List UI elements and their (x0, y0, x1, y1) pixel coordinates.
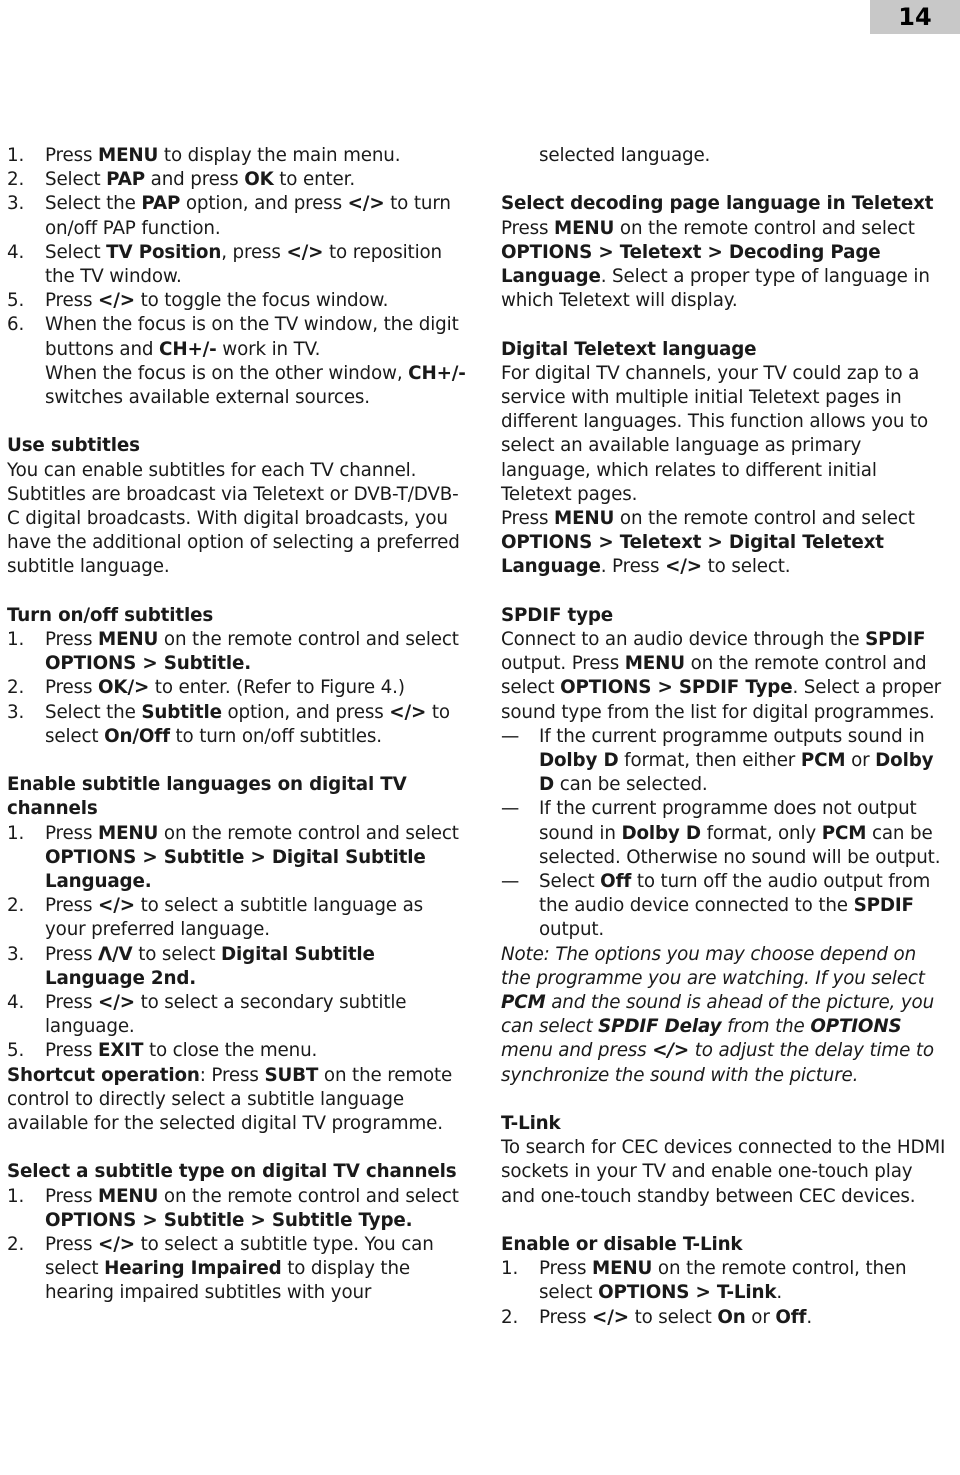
page-number: 14 (870, 0, 960, 34)
section-heading: Digital Teletext language (501, 338, 757, 360)
section-heading: T-Link (501, 1113, 561, 1135)
section-heading: SPDIF type (501, 604, 614, 626)
list-item: 3. Press Λ/V to select Digital Subtitle Language 2nd. (7, 943, 375, 989)
dash-list-item: — If the current programme outputs sound in Dolby D format, then either PCM or Dolby D can be selected. (501, 725, 934, 796)
section-heading: Turn on/off subtitles (7, 604, 214, 626)
paragraph: For digital TV channels, your TV could zap to a service with multiple initial Teletext pages in different languages. This function allows you to select an available language as primary language, which relates to different initial Teletext pages. (501, 362, 929, 505)
section-heading: Enable or disable T-Link (501, 1234, 743, 1256)
dash-marker: — (501, 871, 520, 893)
note-paragraph: Note: The options you may choose depend on the programme you are watching. If you select PCM and the sound is ahead of the picture, you can select SPDIF Delay from the OPTIONS menu and press </> to adjust the delay time to synchronize the sound with the picture. (501, 943, 935, 1086)
list-item: 2. Press </> to select a subtitle language as your preferred language. (7, 895, 423, 941)
section-heading: Use subtitles (7, 435, 140, 457)
list-item: 3. Select the Subtitle option, and press </> to select On/Off to turn on/off subtitles. (7, 701, 450, 747)
list-item: 1. Press MENU on the remote control and select OPTIONS > Subtitle > Subtitle Type. (7, 1185, 459, 1231)
dash-marker: — (501, 725, 520, 747)
dash-list-item: — Select Off to turn off the audio output from the audio device connected to the SPDIF output. (501, 871, 931, 941)
section-heading: Select a subtitle type on digital TV channels (7, 1161, 457, 1183)
list-item: 1. Press MENU to display the main menu. (7, 145, 401, 166)
list-item: 2. Select PAP and press OK to enter. (7, 169, 355, 191)
dash-list-item: — If the current programme does not output sound in Dolby D format, only PCM can be selected. Otherwise no sound will be output. (501, 798, 941, 868)
list-item: 1. Press MENU on the remote control and select OPTIONS > Subtitle. (7, 629, 459, 675)
list-item: 4. Press </> to select a secondary subtitle language. (7, 992, 407, 1038)
list-item: 3. Select the PAP option, and press </> to turn on/off PAP function. (7, 193, 451, 239)
section-heading: Select decoding page language in Teletext (501, 193, 934, 215)
list-item: 5. Press </> to toggle the focus window. (7, 290, 389, 312)
paragraph: Connect to an audio device through the SPDIF output. Press MENU on the remote control and select OPTIONS > SPDIF Type. Select a proper sound type from the list for digital programmes. (501, 629, 942, 723)
list-item: 1. Press MENU on the remote control and select OPTIONS > Subtitle > Digital Subtitle Language. (7, 822, 459, 893)
left-column (7, 144, 469, 1306)
list-item: 2. Press </> to select On or Off. (501, 1306, 813, 1328)
list-item: 5. Press EXIT to close the menu. (7, 1040, 318, 1062)
list-item: 6. When the focus is on the TV window, the digit buttons and CH+/- work in TV. (7, 314, 459, 360)
right-column (501, 144, 949, 1330)
list-item: 2. Press OK/> to enter. (Refer to Figure 4.) (7, 677, 405, 699)
section-heading: Enable subtitle languages on digital TV channels (7, 774, 407, 820)
list-item-continuation: selected language. (539, 145, 711, 166)
shortcut-paragraph: Shortcut operation: Press SUBT on the remote control to directly select a subtitle language available for the selected digital TV programme. (7, 1064, 453, 1135)
paragraph: You can enable subtitles for each TV channel. Subtitles are broadcast via Teletext or DVB-T/DVB-C digital broadcasts. With digital broadcasts, you have the additional option of selecting a preferred subtitle language. (7, 459, 460, 578)
dash-marker: — (501, 798, 520, 820)
list-item-continuation: When the focus is on the other window, CH+/- switches available external sources. (45, 362, 466, 409)
paragraph: Press MENU on the remote control and select OPTIONS > Teletext > Decoding Page Language. Select a proper type of language in which Teletext will display. (501, 217, 930, 312)
list-item: 2. Press </> to select a subtitle type. You can select Hearing Impaired to display the hearing impaired subtitles with your (7, 1234, 434, 1304)
list-item: 4. Select TV Position, press </> to reposition the TV window. (7, 241, 442, 288)
list-item: 1. Press MENU on the remote control, then select OPTIONS > T-Link. (501, 1258, 907, 1304)
paragraph: To search for CEC devices connected to the HDMI sockets in your TV and enable one-touch play and one-touch standby between CEC devices. (501, 1137, 946, 1207)
paragraph: Press MENU on the remote control and select OPTIONS > Teletext > Digital Teletext Language. Press </> to select. (501, 508, 915, 578)
